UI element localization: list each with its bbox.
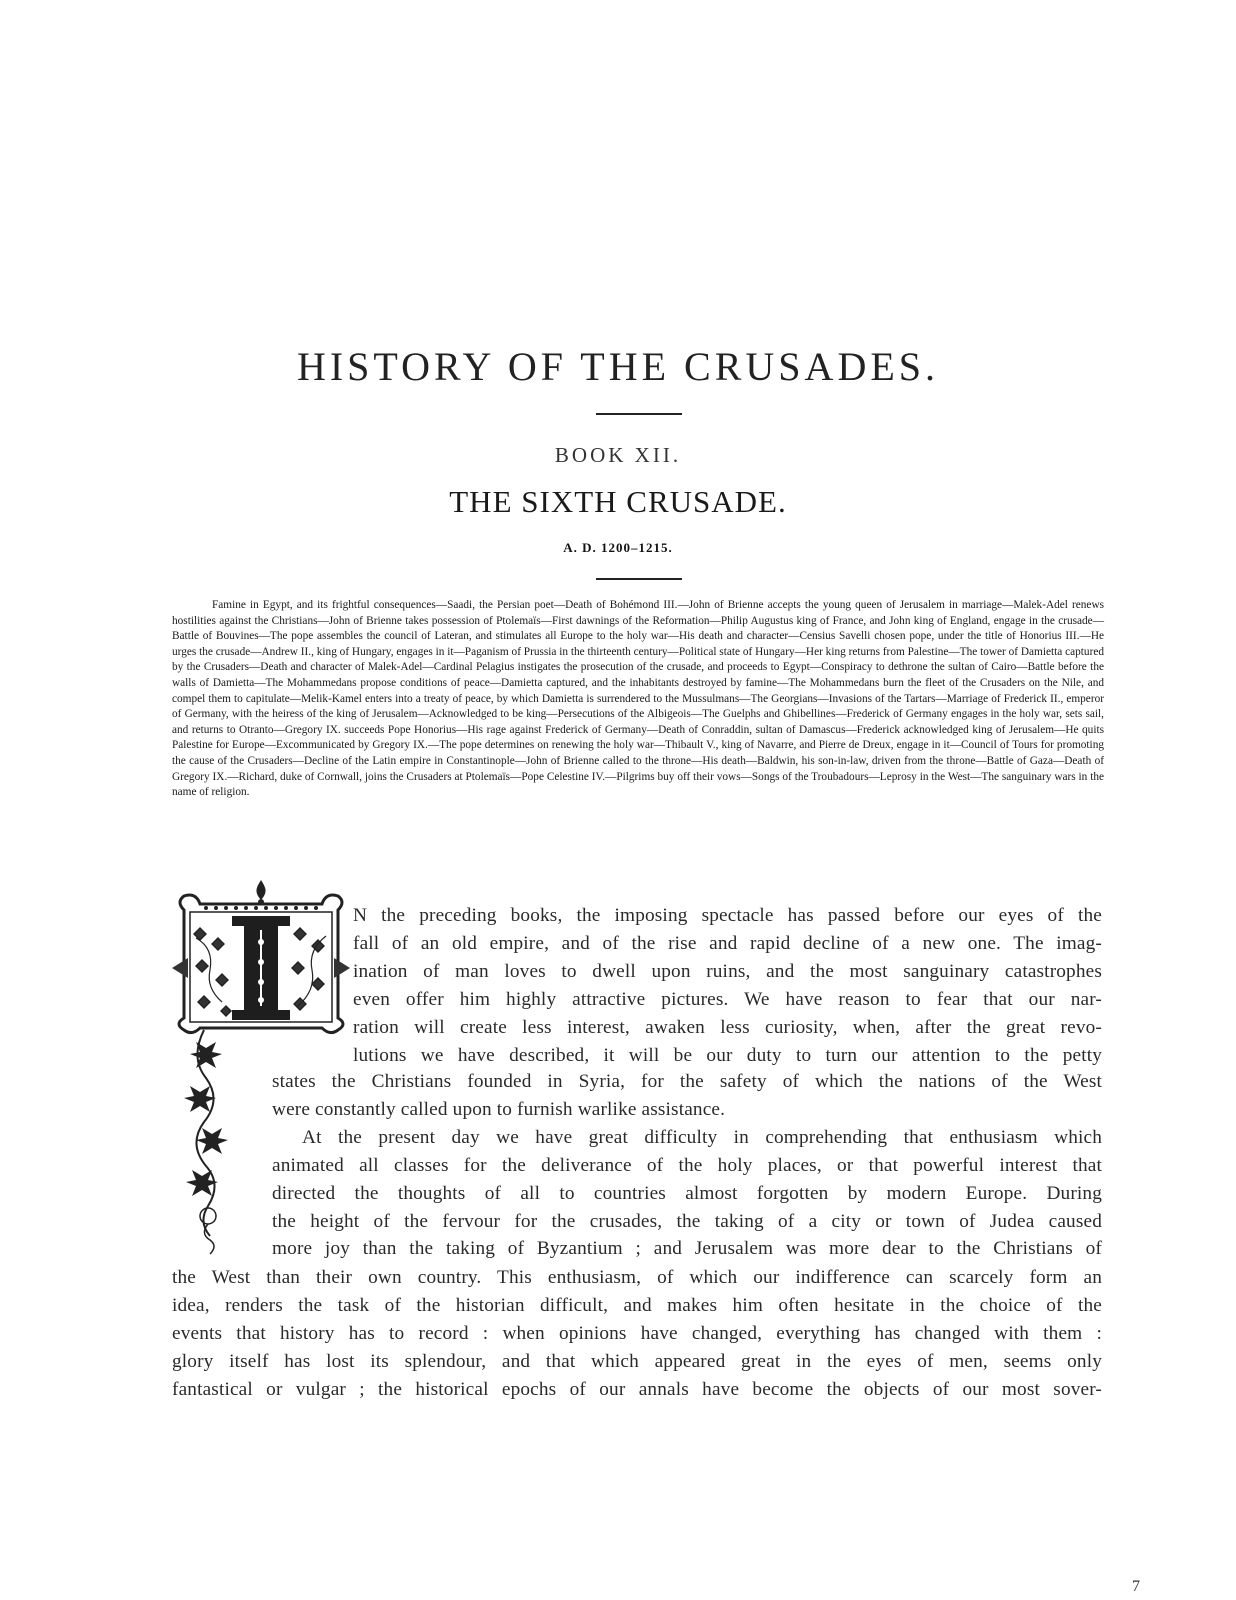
text-line: fantastical or vulgar ; the historical epochs of our annals have become the objects of our most sover- (172, 1378, 1102, 1400)
text-line: ration will create less interest, awaken less curiosity, when, after the great revo- (353, 1016, 1102, 1038)
body-paragraph-full-width (172, 1264, 1102, 1404)
body-paragraph-continued (272, 1068, 1102, 1263)
date-range: A. D. 1200–1215. (563, 540, 673, 555)
text-line: the West than their own country. This enthusiasm, of which our indifference can scarcely form an (172, 1267, 1102, 1288)
subtitle-rule (596, 578, 682, 580)
text-line: more joy than the taking of Byzantium ; and Jerusalem was more dear to the Christians of (272, 1238, 1102, 1260)
page-title: HISTORY OF THE CRUSADES. (296, 344, 940, 389)
text-line: were constantly called upon to furnish warlike assistance. (272, 1098, 726, 1120)
text-line: the height of the fervour for the crusades, the taking of a city or town of Judea caused (272, 1210, 1102, 1232)
text-line: even offer him highly attractive pictures. We have reason to fear that our nar- (353, 988, 1102, 1010)
text-line: fall of an old empire, and of the rise and rapid decline of a new one. The imag- (353, 932, 1102, 954)
chapter-synopsis: Famine in Egypt, and its frightful consequences—Saadi, the Persian poet—Death of Bohémond III.—John of Brienne accepts the young queen of Jerusalem in marriage—Malek-Adel renews hostilities against the Christians—John of Brienne takes possession of Ptolemaïs—First dawnings of the Reformation—Philip Augustus king of France, and John king of England, engage in the crusade—Battle of Bouvines—The pope assembles the council of Lateran, and stimulates all Europe to the holy war—His death and character—Censius Savelli chosen pope, under the title of Honorius III.—He urges the crusade—Andrew II., king of Hungary, engages in it—Paganism of Prussia in the thirteenth century—Political state of Hungary—Her king returns from Palestine—The tower of Damietta captured by the Crusaders—Death and character of Malek-Adel—Cardinal Pelagius instigates the prosecution of the crusade, and proceeds to Egypt—Conspiracy to dethrone the sultan of Cairo—Battle before the walls of Damietta—The Mohammedans propose conditions of peace—Damietta captured, and the inhabitants destroyed by famine—The Mohammedans burn the fleet of the Crusaders on the Nile, and compel them to capitulate—Melik-Kamel enters into a treaty of peace, by which Damietta is surrendered to the Mussulmans—The Georgians—Invasions of the Tartars—Marriage of Frederick II., emperor of Germany, with the heiress of the king of Jerusalem—Acknowledged to be king—Persecutions of the Albigeois—The Guelphs and Ghibellines—Frederick of Germany engages in the holy war, sets sail, and returns to Otranto—Gregory IX. succeeds Pope Honorius—His rage against Frederick of Germany—Death of Conraddin, sultan of Damascus—Frederick acknowledged king of Jerusalem—He quits Palestine for Europe—Excommunicated by Gregory IX.—The pope determines on renewing the holy war—Thibault V., king of Navarre, and Pierre de Dreux, engage in it—Council of Tours for promoting the cause of the Crusaders—Decline of the Latin empire in Constantinople—John of Brienne called to the throne—His death—Baldwin, his son-in-law, driven from the throne—Battle of Gaza—Death of Gregory IX.—Richard, duke of Cornwall, joins the Crusaders at Ptolemaïs—Pope Celestine IV.—Pilgrims buy off their vows—Songs of the Troubadours—Leprosy in the West—The sanguinary wars in the name of religion. (172, 599, 1104, 799)
text-line: events that history has to record : when opinions have changed, everything has changed with them : (172, 1322, 1102, 1344)
text-line: animated all classes for the deliverance of the holy places, or that powerful interest that (272, 1154, 1102, 1176)
text-line: glory itself has lost its splendour, and that which appeared great in the eyes of men, seems only (172, 1350, 1102, 1372)
text-line: idea, renders the task of the historian difficult, and makes him often hesitate in the choice of the (172, 1294, 1102, 1316)
body-paragraph-opening (353, 902, 1102, 1069)
text-line: N the preceding books, the imposing spectacle has passed before our eyes of the (353, 905, 1102, 926)
title-rule (596, 413, 682, 415)
book-label: BOOK XII. (554, 443, 682, 467)
text-line: directed the thoughts of all to countries almost forgotten by modern Europe. During (272, 1182, 1102, 1204)
text-line: ination of man loves to dwell upon ruins, and the most sanguinary catastrophes (353, 960, 1102, 982)
text-line: states the Christians founded in Syria, for the safety of which the nations of the West (272, 1071, 1102, 1092)
text-line: lutions we have described, it will be our duty to turn our attention to the petty (353, 1044, 1102, 1066)
chapter-title: THE SIXTH CRUSADE. (449, 484, 787, 519)
page-number: 7 (1132, 1578, 1140, 1595)
text-line: At the present day we have great difficulty in comprehending that enthusiasm which (302, 1126, 1102, 1148)
